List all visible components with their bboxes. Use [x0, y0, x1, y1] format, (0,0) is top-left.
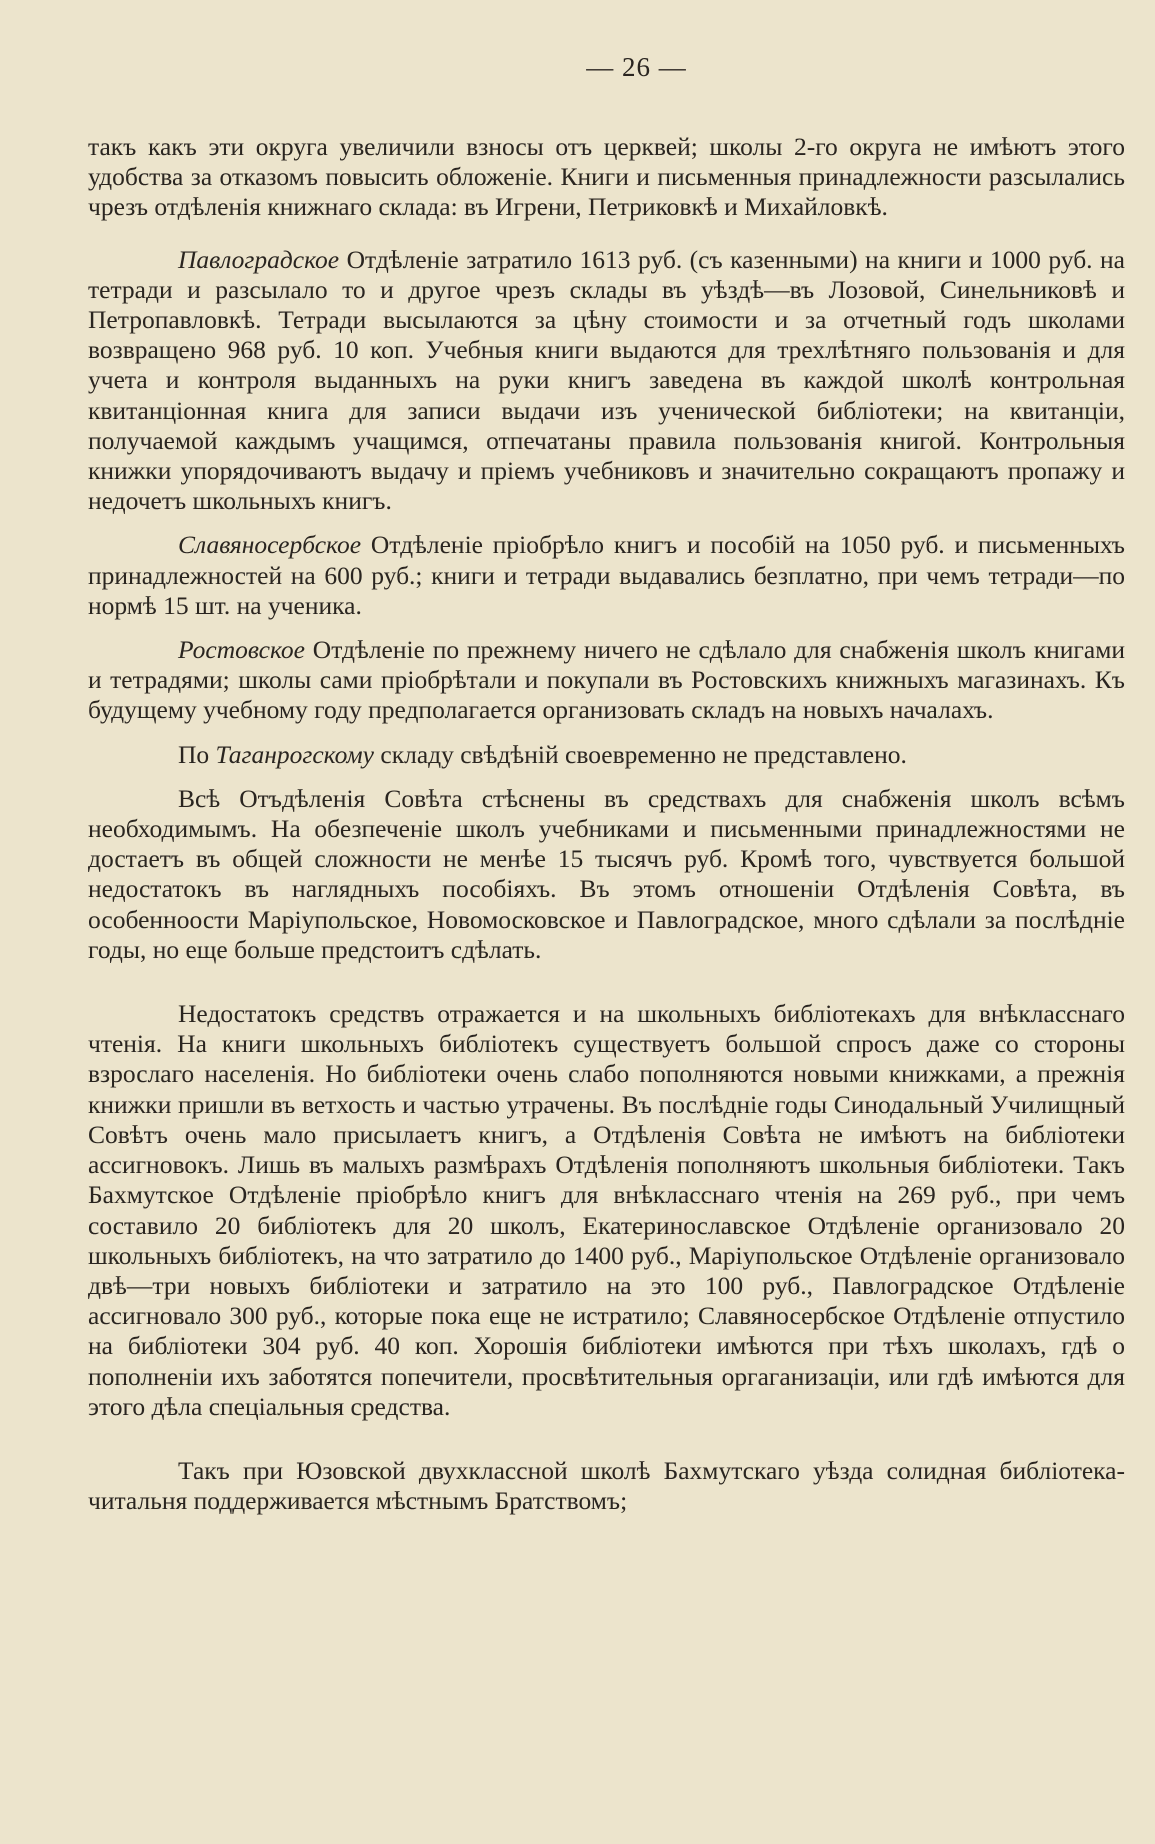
paragraph-lead-italic: Таганрогскому	[215, 739, 375, 769]
paragraph-yuzovka	[88, 1456, 1125, 1516]
paragraph-taganrog	[88, 740, 1125, 770]
paragraph-continuation	[88, 132, 1125, 223]
paragraph-lead-italic: Павлоградское	[178, 244, 340, 274]
paragraph-text: Такъ при Юзовской двухклассной школѣ Бахмутскаго уѣзда солидная библіотека-читальня поддерживается мѣстнымъ Братствомъ;	[88, 1455, 1125, 1516]
paragraph-text: Отдѣленіе по прежнему ничего не сдѣлало для снабженія школъ книгами и тетрадями; школы сами пріобрѣтали и покупали въ Ростовскихъ книжныхъ магазинахъ. Къ будущему учебному году предполагается организовать складъ на новыхъ началахъ.	[88, 635, 1125, 725]
paragraph-funding	[88, 784, 1125, 965]
paragraph-text: такъ какъ эти округа увеличили взносы отъ церквей; школы 2-го округа не имѣютъ этого удобства за отказомъ повысить обложеніе. Книги и письменныя принадлежности разсылались чрезъ отдѣленія книжнаго склада: въ Игрени, Петриковкѣ и Михайловкѣ.	[88, 132, 1125, 222]
paragraph-lead-italic: Славяносербское	[178, 530, 362, 560]
paragraph-lead-italic: Ростовское	[178, 635, 305, 665]
paragraph-slavyanoserbsk	[88, 530, 1125, 621]
page-number: — 26 —	[586, 52, 687, 82]
paragraph-text: Отдѣленіе затратило 1613 руб. (съ казенными) на книги и 1000 руб. на тетради и разсылало то и другое чрезъ склады въ уѣздѣ—въ Лозовой, Синельниковѣ и Петропавловкѣ. Тетради высылаются за цѣну стоимости и за отчетный годъ школами возвращено 968 руб. 10 коп. Учебныя книги выдаются для трехлѣтняго пользованія и для учета и контроля выданныхъ на руки книгъ заведена въ каждой школѣ контрольная квитанціонная книга для записи выдачи изъ ученической библіотеки; на квитанціи, получаемой каждымъ учащимся, отпечатаны правила пользованія книгой. Контрольныя книжки упорядочиваютъ выдачу и пріемъ учебниковъ и значительно сокращаютъ пропажу и недочетъ школьныхъ книгъ.	[88, 244, 1125, 516]
paragraph-pavlograd	[88, 245, 1125, 517]
paragraph-rostov	[88, 635, 1125, 726]
paragraph-lead-plain: По	[178, 739, 216, 769]
paragraph-libraries	[88, 999, 1125, 1422]
paragraph-text: Всѣ Отъдѣленія Совѣта стѣснены въ средствахъ для снабженія школъ всѣмъ необходимымъ. На обезпеченіе школъ учебниками и письменными принадлежностями не достаетъ въ общей сложности не менѣе 15 тысячъ руб. Кромѣ того, чувствуется большой недостатокъ въ наглядныхъ пособіяхъ. Въ этомъ отношеніи Отдѣленія Совѣта, въ особенноости Маріупольское, Новомосковское и Павлоградское, много сдѣлали за послѣдніе годы, но еще больше предстоитъ сдѣлать.	[88, 783, 1125, 964]
paragraph-text: Отдѣленіе пріобрѣло книгъ и пособій на 1050 руб. и письменныхъ принадлежностей на 600 руб.; книги и тетради выдавались безплатно, при чемъ тетради—по нормѣ 15 шт. на ученика.	[88, 530, 1125, 620]
paragraph-text: Недостатокъ средствъ отражается и на школьныхъ библіотекахъ для внѣкласснаго чтенія. На книги школьныхъ библіотекъ существуетъ большой спросъ даже со стороны взрослаго населенія. Но библіотеки очень слабо пополняются новыми книжками, а прежнія книжки пришли въ ветхость и частью утрачены. Въ послѣдніе годы Синодальный Училищный Совѣтъ очень мало присылаетъ книгъ, а Отдѣленія Совѣта не имѣютъ на библіотеки ассигновокъ. Лишь въ малыхъ размѣрахъ Отдѣленія пополняютъ школьныя библіотеки. Такъ Бахмутское Отдѣленіе пріобрѣло книгъ для внѣкласснаго чтенія на 269 руб., при чемъ составило 20 библіотекъ для 20 школъ, Екатеринославское Отдѣленіе организовало 20 школьныхъ библіотекъ, на что затратило до 1400 руб., Маріупольское Отдѣленіе организовало двѣ—три новыхъ библіотеки и затратило на это 100 руб., Павлоградское Отдѣленіе ассигновало 300 руб., которые пока еще не истратило; Славяносербское Отдѣленіе отпустило на библіотеки 304 руб. 40 коп. Хорошія библіотеки имѣются при тѣхъ школахъ, гдѣ о пополненіи ихъ заботятся попечители, просвѣтительныя оргаганизаціи, или гдѣ имѣются для этого дѣла спеціальныя средства.	[88, 999, 1125, 1421]
paragraph-text: складу свѣдѣній своевременно не представлено.	[374, 739, 907, 769]
